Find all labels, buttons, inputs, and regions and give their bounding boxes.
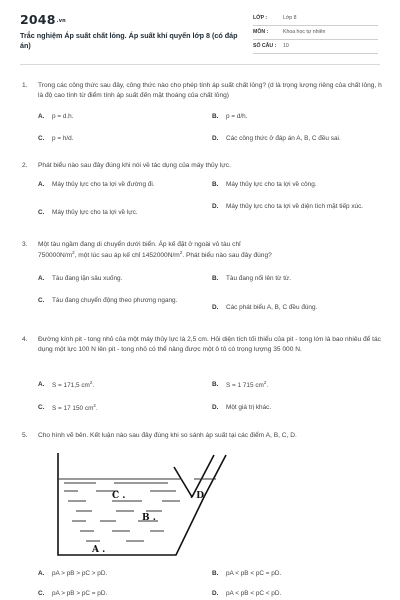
option-5b[interactable] xyxy=(212,569,382,578)
option-label: C. xyxy=(38,590,45,597)
option-text: Một giá trị khác. xyxy=(226,404,272,411)
option-2a[interactable] xyxy=(38,180,203,189)
option-tail: . xyxy=(92,382,95,390)
option-text: Các phát biểu A, B, C đều đúng. xyxy=(226,304,318,311)
question-text: Trong các công thức sau đây, công thức nào cho phép tính áp suất chất lỏng? (d là trọng lượng riêng của chất lỏng, h là độ cao tính từ điểm tính áp suất đến mặt thoáng của chất lỏng) xyxy=(38,82,382,99)
option-text: p = d.h. xyxy=(52,113,74,120)
option-text: Máy thủy lực cho ta lợi về lực. xyxy=(52,209,138,216)
question-text-pressure-1: 750000N/m xyxy=(38,251,73,259)
question-number: 5. xyxy=(22,432,28,439)
point-d-label: . D xyxy=(190,491,205,501)
meta-subject-key: MÔN : xyxy=(253,29,269,35)
option-text: Tàu đang chuyển động theo phương ngang. xyxy=(52,297,178,304)
option-label: D. xyxy=(212,203,219,210)
option-tail: . xyxy=(95,405,98,413)
logo-main: 2048 xyxy=(20,12,56,27)
meta-count-key: SỐ CÂU : xyxy=(253,43,277,49)
option-label: A. xyxy=(38,181,45,188)
option-text: pA < pB < pC < pD. xyxy=(226,590,282,597)
question-1 xyxy=(22,81,382,100)
question-text: Đường kính pit - tong nhỏ của một máy thủy lực là 2,5 cm. Hỏi diện tích tối thiểu của pit - tong lớn là bao nhiêu để tác dụng một lực 100 N lên pit - tong nhỏ có thể nâng được một ô tô có trọng lượng 35 000 N. xyxy=(38,336,381,353)
option-label: C. xyxy=(38,404,45,411)
meta-subject-value: Khoa học tự nhiên xyxy=(283,29,326,35)
option-1d[interactable] xyxy=(212,134,382,143)
liquid-lines xyxy=(58,479,216,541)
option-label: B. xyxy=(212,275,219,282)
container-outline xyxy=(58,453,226,555)
meta-count xyxy=(253,41,378,54)
question-text: Cho hình vẽ bên. Kết luận nào sau đây đúng khi so sánh áp suất tại các điểm A, B, C, D. xyxy=(38,432,297,439)
option-label: B. xyxy=(212,381,219,388)
option-label: A. xyxy=(38,381,45,388)
option-4a[interactable] xyxy=(38,380,203,390)
option-5a[interactable] xyxy=(38,569,203,578)
question-2 xyxy=(22,161,382,171)
logo-sub: .vn xyxy=(56,17,66,24)
option-5c[interactable] xyxy=(38,589,203,598)
option-4d[interactable] xyxy=(212,403,382,412)
option-5d[interactable] xyxy=(212,589,382,598)
option-text: p = h/d. xyxy=(52,135,74,142)
option-label: A. xyxy=(38,275,45,282)
option-text: pA < pB < pC = pD. xyxy=(226,570,282,577)
option-text: p = d/h. xyxy=(226,113,248,120)
question-text-tail: . Phát biểu nào sau đây đúng? xyxy=(182,251,272,259)
option-1a[interactable] xyxy=(38,112,198,121)
option-label: D. xyxy=(212,135,219,142)
question-3 xyxy=(22,240,382,260)
header-divider xyxy=(20,64,380,65)
option-label: D. xyxy=(212,304,219,311)
document-title: Trắc nghiệm Áp suất chất lỏng. Áp suất khí quyển lớp 8 (có đáp án) xyxy=(20,31,238,50)
question-4 xyxy=(22,335,382,354)
option-text: Tàu đang lặn sâu xuống. xyxy=(52,275,123,282)
option-3c[interactable] xyxy=(38,296,188,305)
meta-class xyxy=(253,13,378,26)
unit-exponent: 2 xyxy=(263,380,267,385)
option-text: Máy thủy lực cho ta lợi về diện tích mặt tiếp xúc. xyxy=(226,203,364,210)
site-logo[interactable] xyxy=(20,12,66,27)
option-label: C. xyxy=(38,135,45,142)
question-text xyxy=(38,240,382,260)
question-5 xyxy=(22,431,382,441)
option-label: D. xyxy=(212,404,219,411)
option-label: A. xyxy=(38,113,45,120)
option-text: S = 17 150 cm xyxy=(52,405,94,413)
option-4b[interactable] xyxy=(212,380,382,390)
option-text: S = 171,5 cm xyxy=(52,382,90,390)
option-text: Tàu đang nổi lên từ từ. xyxy=(226,275,292,282)
option-tail: . xyxy=(266,382,269,390)
unit-exponent: 2 xyxy=(72,249,75,255)
point-a-label: A . xyxy=(92,545,106,555)
question-number: 1. xyxy=(22,82,28,89)
option-1b[interactable] xyxy=(212,112,382,121)
option-text: Các công thức ở đáp án A, B, C đều sai. xyxy=(226,135,341,142)
option-3d[interactable] xyxy=(212,303,382,312)
question-number: 3. xyxy=(22,241,28,248)
point-c-label: C . xyxy=(112,491,126,501)
option-label: B. xyxy=(212,570,219,577)
option-label: C. xyxy=(38,297,45,304)
option-2c[interactable] xyxy=(38,208,203,217)
option-label: A. xyxy=(38,570,45,577)
option-text: pA > pB > pC > pD. xyxy=(52,570,108,577)
meta-class-value: Lớp 8 xyxy=(283,15,297,21)
option-text: Máy thủy lực cho ta lợi về công. xyxy=(226,181,317,188)
meta-subject xyxy=(253,27,378,40)
option-4c[interactable] xyxy=(38,403,203,413)
question-number: 2. xyxy=(22,162,28,169)
meta-count-value: 10 xyxy=(283,43,289,49)
pressure-container-figure xyxy=(56,447,242,561)
option-text: pA > pB > pC = pD. xyxy=(52,590,108,597)
question-text-line1: Một tàu ngầm đang di chuyển dưới biển. Áp kế đặt ở ngoài vỏ tàu chỉ xyxy=(38,241,241,248)
option-3b[interactable] xyxy=(212,274,382,283)
meta-class-key: LỚP : xyxy=(253,15,268,21)
unit-exponent: 2 xyxy=(89,380,93,385)
question-text-pressure-2: , một lúc sau áp kế chỉ 1452000N/m xyxy=(74,251,180,259)
option-label: D. xyxy=(212,590,219,597)
question-number: 4. xyxy=(22,336,28,343)
option-text: Máy thủy lực cho ta lợi về đường đi. xyxy=(52,181,155,188)
question-text: Phát biểu nào sau đây đúng khi nói về tác dụng của máy thủy lực. xyxy=(38,162,231,169)
option-label: B. xyxy=(212,181,219,188)
option-3a[interactable] xyxy=(38,274,203,283)
option-label: C. xyxy=(38,209,45,216)
unit-exponent: 2 xyxy=(179,249,183,255)
option-text: S = 1 715 cm xyxy=(226,382,264,390)
option-label: B. xyxy=(212,113,219,120)
option-2d[interactable] xyxy=(212,202,372,211)
option-2b[interactable] xyxy=(212,180,382,189)
option-1c[interactable] xyxy=(38,134,198,143)
point-b-label: B . xyxy=(142,513,156,523)
unit-exponent: 2 xyxy=(93,403,96,408)
